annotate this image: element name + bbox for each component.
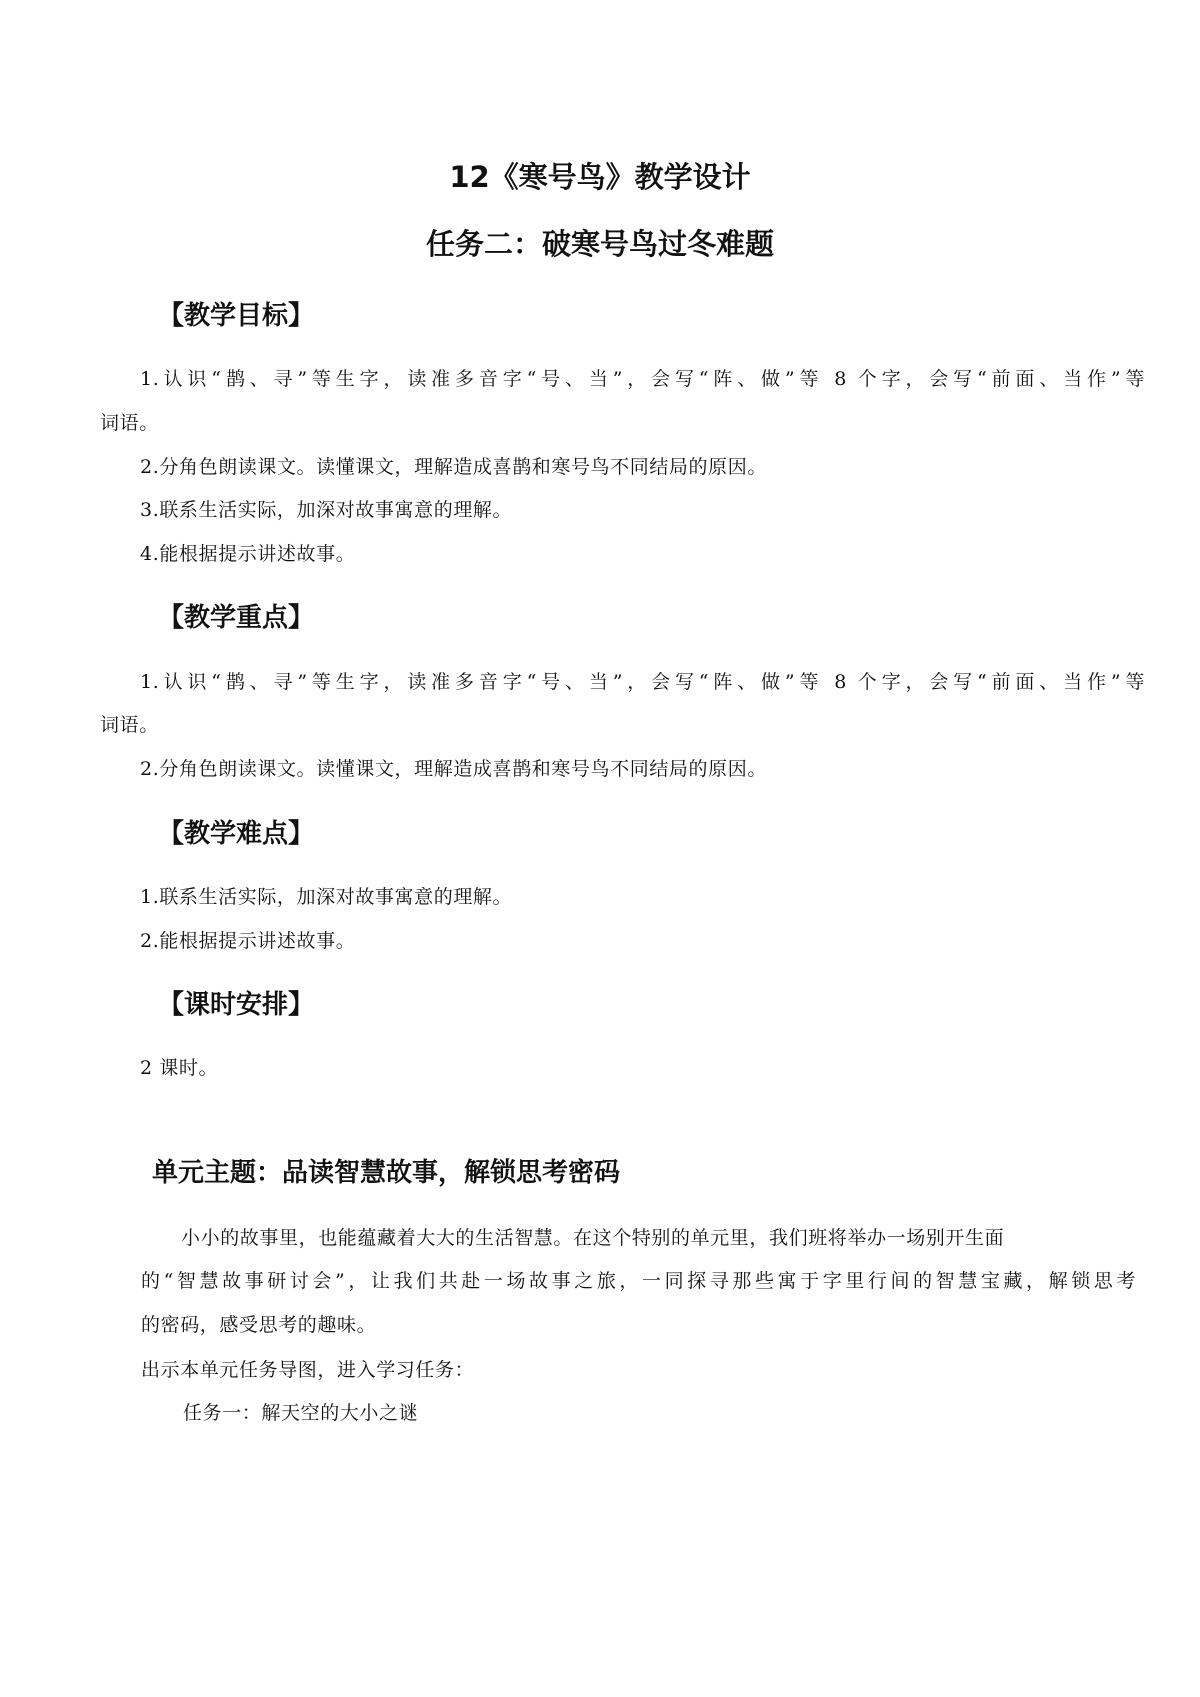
unit-theme-heading: 单元主题：品读智慧故事，解锁思考密码 <box>152 1158 621 1188</box>
unit-intro-paragraph-line-1: 小小的故事里，也能蕴藏着大大的生活智慧。在这个特别的单元里，我们班将举办一场别开生面 <box>181 1227 1005 1249</box>
schedule-text: 2 课时。 <box>140 1057 219 1079</box>
key-point-item-1-cont: 词语。 <box>100 714 159 736</box>
key-points-heading: 【教学重点】 <box>158 603 315 633</box>
unit-task-1: 任务一：解天空的大小之谜 <box>183 1402 419 1424</box>
objective-item-1: 1.认识“鹊、寻”等生字，读准多音字“号、当”，会写“阵、做”等 8 个字，会写“前面、当作”等 <box>140 368 1145 390</box>
unit-intro-paragraph-line-3: 的密码，感受思考的趣味。 <box>141 1314 377 1336</box>
difficulty-item-2: 2.能根据提示讲述故事。 <box>140 930 356 952</box>
objective-item-1-cont: 词语。 <box>100 412 159 434</box>
key-point-item-2: 2.分角色朗读课文。读懂课文，理解造成喜鹊和寒号鸟不同结局的原因。 <box>140 758 767 780</box>
objective-item-4: 4.能根据提示讲述故事。 <box>140 543 356 565</box>
objective-item-2: 2.分角色朗读课文。读懂课文，理解造成喜鹊和寒号鸟不同结局的原因。 <box>140 456 767 478</box>
document-subtitle: 任务二：破寒号鸟过冬难题 <box>425 227 774 261</box>
objectives-heading: 【教学目标】 <box>158 301 315 331</box>
schedule-heading: 【课时安排】 <box>158 990 315 1020</box>
document-title: 12《寒号鸟》教学设计 <box>449 160 751 194</box>
difficulty-item-1: 1.联系生活实际，加深对故事寓意的理解。 <box>140 886 513 908</box>
difficulties-heading: 【教学难点】 <box>158 819 315 849</box>
objective-item-3: 3.联系生活实际，加深对故事寓意的理解。 <box>140 499 513 521</box>
unit-intro-paragraph-line-2: 的“智慧故事研讨会”，让我们共赴一场故事之旅，一同探寻那些寓于字里行间的智慧宝藏，解锁思考 <box>141 1270 1136 1292</box>
key-point-item-1: 1.认识“鹊、寻”等生字，读准多音字“号、当”，会写“阵、做”等 8 个字，会写“前面、当作”等 <box>140 671 1145 693</box>
unit-task-map-intro: 出示本单元任务导图，进入学习任务： <box>141 1359 475 1381</box>
